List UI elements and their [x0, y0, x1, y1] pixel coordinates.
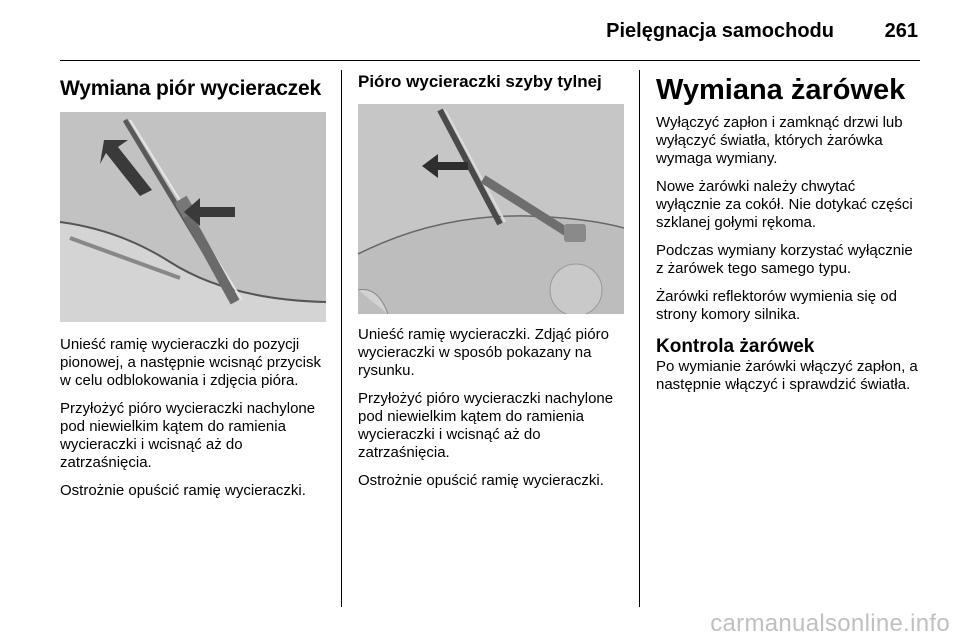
column-wiper-blades: [60, 70, 326, 510]
rear-wiper-drawing: [358, 104, 624, 314]
front-wiper-illustration: [60, 112, 326, 322]
instruction-paragraph: Ostrożnie opuścić ramię wycieraczki.: [60, 482, 306, 499]
page-header: [60, 16, 920, 61]
instruction-paragraph: Unieść ramię wycieraczki do pozycji pionowej, a następnie wcisnąć przycisk w celu odblokowania i zdjęcia pióra.: [60, 336, 321, 389]
header-title: Pielęgnacja samochodu: [606, 20, 834, 42]
instruction-paragraph: Ostrożnie opuścić ramię wycieraczki.: [358, 472, 604, 489]
watermark: carmanualsonline.info: [710, 610, 950, 637]
column-bulb-replacement: [656, 70, 922, 404]
instruction-paragraph: Po wymianie żarówki włączyć zapłon, a następnie włączyć i sprawdzić światła.: [656, 358, 918, 393]
front-wiper-drawing: [60, 112, 326, 322]
instruction-paragraph: Nowe żarówki należy chwytać wyłącznie za cokół. Nie dotykać części szklanej gołymi rękoma.: [656, 178, 913, 231]
section-heading: Pióro wycieraczki szyby tylnej: [358, 72, 602, 91]
instruction-paragraph: Żarówki reflektorów wymienia się od strony komory silnika.: [656, 288, 897, 323]
subsection-heading: Kontrola żarówek: [656, 336, 815, 357]
page-number: 261: [884, 20, 918, 42]
instruction-paragraph: Unieść ramię wycieraczki. Zdjąć pióro wycieraczki w sposób pokazany na rysunku.: [358, 326, 609, 379]
section-heading: Wymiana żarówek: [656, 74, 906, 106]
instruction-paragraph: Podczas wymiany korzystać wyłącznie z żarówek tego samego typu.: [656, 242, 913, 277]
instruction-paragraph: Przyłożyć pióro wycieraczki nachylone pod niewielkim kątem do ramienia wycieraczki i wcisnąć aż do zatrzaśnięcia.: [60, 400, 316, 471]
instruction-paragraph: Wyłączyć zapłon i zamknąć drzwi lub wyłączyć światła, których żarówka wymaga wymiany.: [656, 114, 903, 167]
column-rear-wiper: [358, 70, 624, 500]
instruction-paragraph: Przyłożyć pióro wycieraczki nachylone pod niewielkim kątem do ramienia wycieraczki i wcisnąć aż do zatrzaśnięcia.: [358, 390, 614, 461]
column-divider: [341, 70, 342, 607]
section-heading: Wymiana piór wycieraczek: [60, 77, 321, 100]
column-divider: [639, 70, 640, 607]
rear-wiper-illustration: [358, 104, 624, 314]
